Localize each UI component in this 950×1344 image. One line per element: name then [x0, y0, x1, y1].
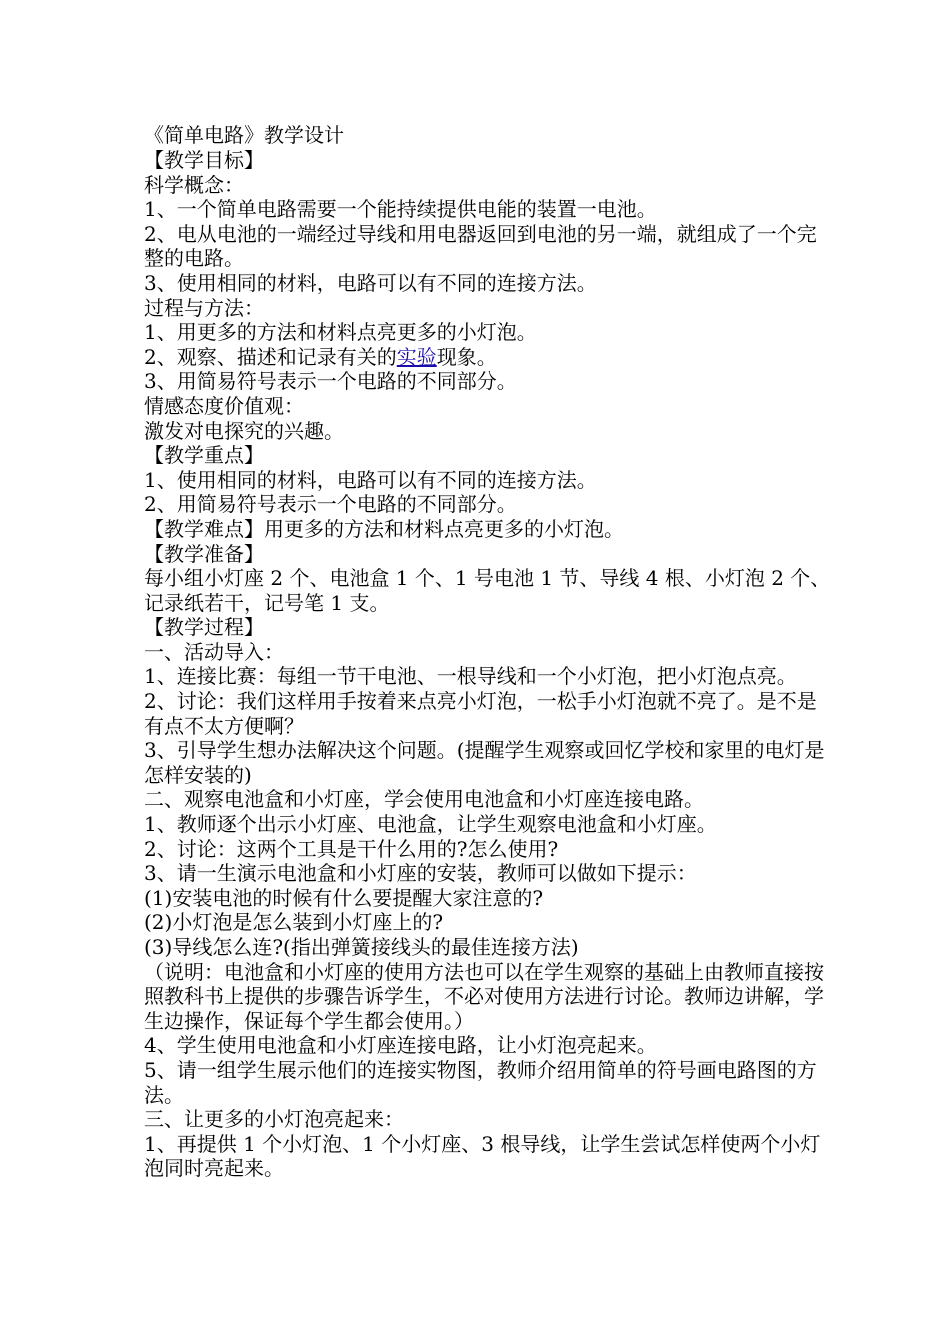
- preparation-text: 每小组小灯座 2 个、电池盒 1 个、1 号电池 1 节、导线 4 根、小灯泡 2 个、记录纸若干，记号笔 1 支。: [144, 566, 831, 615]
- step2-item-5: 5、请一组学生展示他们的连接实物图，教师介绍用简单的符号画电路图的方法。: [144, 1057, 817, 1107]
- concept-item-2: 2、电从电池的一端经过导线和用电器返回到电池的另一端，就组成了一个完整的电路。: [144, 221, 817, 271]
- process-item-2: [144, 345, 834, 370]
- step2-item-1: 1、教师逐个出示小灯座、电池盒，让学生观察电池盒和小灯座。: [144, 812, 717, 837]
- concept-item-1: 1、一个简单电路需要一个能持续提供电能的装置一电池。: [144, 197, 657, 222]
- key-point-2: 2、用简易符号表示一个电路的不同部分。: [144, 492, 517, 517]
- section-heading-goals: 【教学目标】: [144, 148, 264, 172]
- step2-item-2: 2、讨论：这两个工具是干什么用的?怎么使用?: [144, 836, 559, 861]
- process-item-2-text-before: 2、观察、描述和记录有关的: [144, 344, 397, 369]
- step1-item-1: 1、连接比赛：每组一节干电池、一根导线和一个小灯泡，把小灯泡点亮。: [144, 664, 797, 689]
- step2-item-3a: (1)安装电池的时候有什么要提醒大家注意的?: [144, 885, 544, 910]
- process-item-1: 1、用更多的方法和材料点亮更多的小灯泡。: [144, 320, 537, 345]
- step2-item-3b: (2)小灯泡是怎么装到小灯座上的?: [144, 910, 444, 935]
- step1-item-2: 2、讨论：我们这样用手按着来点亮小灯泡，一松手小灯泡就不亮了。是不是有点不太方便啊？: [144, 689, 817, 738]
- step2-note: （说明：电池盒和小灯座的使用方法也可以在学生观察的基础上由教师直接按照教科书上提供的步骤告诉学生，不必对使用方法进行讨论。教师边讲解，学生边操作，保证每个学生都会使用。）: [144, 959, 824, 1033]
- section-heading-key-points: 【教学重点】: [144, 443, 264, 468]
- subheading-process: 过程与方法：: [144, 295, 264, 320]
- document-page: [144, 122, 834, 1181]
- step1-heading: 一、活动导入：: [144, 639, 284, 664]
- step2-item-3: 3、请一生演示电池盒和小灯座的安装，教师可以做如下提示：: [144, 861, 697, 886]
- section-difficulty: 【教学难点】用更多的方法和材料点亮更多的小灯泡。: [144, 516, 624, 541]
- step2-item-4: 4、学生使用电池盒和小灯座连接电路，让小灯泡亮起来。: [144, 1033, 657, 1058]
- subheading-concept: 科学概念：: [144, 172, 244, 197]
- step2-item-3c: (3)导线怎么连?(指出弹簧接线头的最佳连接方法): [144, 935, 579, 959]
- experiment-link[interactable]: 实验: [396, 344, 437, 369]
- section-heading-preparation: 【教学准备】: [144, 541, 264, 566]
- section-heading-teaching-process: 【教学过程】: [144, 615, 264, 640]
- step2-heading: 二、观察电池盒和小灯座，学会使用电池盒和小灯座连接电路。: [144, 787, 704, 812]
- emotion-item-1: 激发对电探究的兴趣。: [144, 418, 344, 443]
- process-item-2-text-after: 现象。: [436, 344, 497, 369]
- step3-heading: 三、让更多的小灯泡亮起来：: [144, 1107, 404, 1132]
- concept-item-3: 3、使用相同的材料，电路可以有不同的连接方法。: [144, 270, 597, 295]
- step1-item-3: 3、引导学生想办法解决这个问题。(提醒学生观察或回忆学校和家里的电灯是怎样安装的): [144, 738, 825, 787]
- process-item-3: 3、用简易符号表示一个电路的不同部分。: [144, 369, 517, 394]
- document-title: 《简单电路》教学设计: [144, 123, 344, 147]
- subheading-emotion: 情感态度价值观：: [144, 393, 304, 418]
- step3-item-1: 1、再提供 1 个小灯泡、1 个小灯座、3 根导线，让学生尝试怎样使两个小灯泡同时亮起来。: [144, 1131, 821, 1181]
- key-point-1: 1、使用相同的材料，电路可以有不同的连接方法。: [144, 467, 597, 492]
